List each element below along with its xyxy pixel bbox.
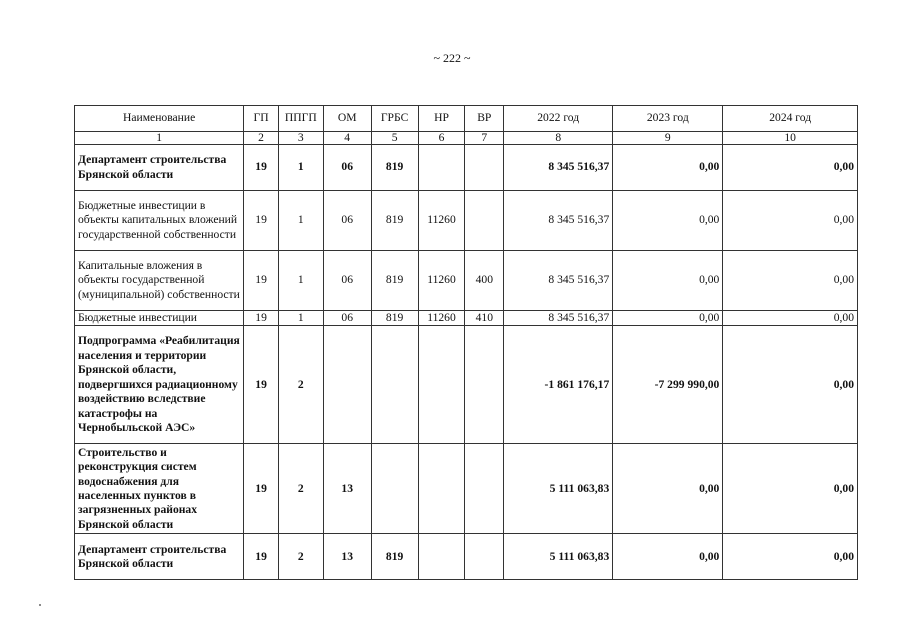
- column-number: 3: [278, 132, 323, 145]
- column-number: 7: [465, 132, 504, 145]
- cell-grbs: 819: [371, 534, 418, 580]
- cell-ppgp: 1: [278, 191, 323, 251]
- header-cell: ППГП: [278, 106, 323, 132]
- cell-2023: 0,00: [613, 444, 723, 534]
- cell-ppgp: 1: [278, 311, 323, 326]
- cell-om: 06: [323, 311, 371, 326]
- cell-om: 06: [323, 191, 371, 251]
- cell-grbs: 819: [371, 191, 418, 251]
- row-name: Бюджетные инвестиции в объекты капитальных вложений государственной собственности: [75, 191, 244, 251]
- cell-gp: 19: [244, 145, 279, 191]
- cell-vr: [465, 534, 504, 580]
- cell-vr: [465, 326, 504, 444]
- header-cell: ОМ: [323, 106, 371, 132]
- cell-vr: [465, 444, 504, 534]
- cell-2023: 0,00: [613, 251, 723, 311]
- cell-vr: 410: [465, 311, 504, 326]
- cell-grbs: 819: [371, 251, 418, 311]
- cell-ppgp: 2: [278, 326, 323, 444]
- cell-gp: 19: [244, 251, 279, 311]
- page-number: ~ 222 ~: [433, 51, 471, 65]
- cell-2024: 0,00: [723, 145, 858, 191]
- row-name: Капитальные вложения в объекты государственной (муниципальной) собственности: [75, 251, 244, 311]
- cell-grbs: [371, 444, 418, 534]
- header-cell: НР: [418, 106, 465, 132]
- cell-2022: 5 111 063,83: [504, 534, 613, 580]
- cell-nr: [418, 444, 465, 534]
- cell-om: [323, 326, 371, 444]
- cell-nr: 11260: [418, 311, 465, 326]
- cell-gp: 19: [244, 311, 279, 326]
- table-row: [75, 145, 858, 191]
- scan-speck: [39, 604, 41, 606]
- cell-vr: 400: [465, 251, 504, 311]
- cell-vr: [465, 145, 504, 191]
- cell-ppgp: 1: [278, 251, 323, 311]
- column-number: 8: [504, 132, 613, 145]
- header-cell: ВР: [465, 106, 504, 132]
- cell-2022: 5 111 063,83: [504, 444, 613, 534]
- table-row: [75, 311, 858, 326]
- cell-om: 13: [323, 534, 371, 580]
- table-row: [75, 534, 858, 580]
- column-number: 4: [323, 132, 371, 145]
- cell-grbs: 819: [371, 145, 418, 191]
- cell-2023: 0,00: [613, 311, 723, 326]
- budget-table: [74, 105, 858, 580]
- table-row: [75, 326, 858, 444]
- header-cell: ГП: [244, 106, 279, 132]
- column-number: 6: [418, 132, 465, 145]
- cell-2022: 8 345 516,37: [504, 191, 613, 251]
- column-number: 10: [723, 132, 858, 145]
- cell-2024: 0,00: [723, 251, 858, 311]
- table-row: [75, 251, 858, 311]
- cell-vr: [465, 191, 504, 251]
- header-cell: ГРБС: [371, 106, 418, 132]
- header-row: [75, 106, 858, 132]
- table-row: [75, 444, 858, 534]
- cell-2022: 8 345 516,37: [504, 251, 613, 311]
- row-name: Департамент строительства Брянской области: [75, 534, 244, 580]
- cell-nr: 11260: [418, 251, 465, 311]
- cell-om: 06: [323, 145, 371, 191]
- row-name: Подпрограмма «Реабилитация населения и территории Брянской области, подвергшихся радиационному воздействию вследствие катастрофы на Чернобыльской АЭС»: [75, 326, 244, 444]
- cell-grbs: 819: [371, 311, 418, 326]
- cell-2023: 0,00: [613, 534, 723, 580]
- cell-gp: 19: [244, 191, 279, 251]
- row-name: Департамент строительства Брянской области: [75, 145, 244, 191]
- cell-om: 13: [323, 444, 371, 534]
- header-cell: 2023 год: [613, 106, 723, 132]
- header-cell: 2024 год: [723, 106, 858, 132]
- column-number-row: [75, 132, 858, 145]
- cell-2023: 0,00: [613, 145, 723, 191]
- cell-ppgp: 2: [278, 534, 323, 580]
- column-number: 2: [244, 132, 279, 145]
- cell-2024: 0,00: [723, 444, 858, 534]
- cell-2022: 8 345 516,37: [504, 145, 613, 191]
- cell-2023: -7 299 990,00: [613, 326, 723, 444]
- cell-nr: [418, 534, 465, 580]
- cell-2022: 8 345 516,37: [504, 311, 613, 326]
- column-number: 1: [75, 132, 244, 145]
- cell-nr: 11260: [418, 191, 465, 251]
- table-body: [75, 145, 858, 580]
- cell-2024: 0,00: [723, 326, 858, 444]
- cell-grbs: [371, 326, 418, 444]
- column-number: 9: [613, 132, 723, 145]
- header-cell: Наименование: [75, 106, 244, 132]
- cell-ppgp: 1: [278, 145, 323, 191]
- cell-om: 06: [323, 251, 371, 311]
- cell-2022: -1 861 176,17: [504, 326, 613, 444]
- cell-ppgp: 2: [278, 444, 323, 534]
- column-number: 5: [371, 132, 418, 145]
- cell-gp: 19: [244, 444, 279, 534]
- cell-2024: 0,00: [723, 191, 858, 251]
- row-name: Строительство и реконструкция систем водоснабжения для населенных пунктов в загрязненных районах Брянской области: [75, 444, 244, 534]
- cell-gp: 19: [244, 534, 279, 580]
- cell-gp: 19: [244, 326, 279, 444]
- cell-2023: 0,00: [613, 191, 723, 251]
- cell-nr: [418, 326, 465, 444]
- header-cell: 2022 год: [504, 106, 613, 132]
- row-name: Бюджетные инвестиции: [75, 311, 244, 326]
- table-header: [75, 106, 858, 145]
- table-row: [75, 191, 858, 251]
- cell-nr: [418, 145, 465, 191]
- cell-2024: 0,00: [723, 311, 858, 326]
- cell-2024: 0,00: [723, 534, 858, 580]
